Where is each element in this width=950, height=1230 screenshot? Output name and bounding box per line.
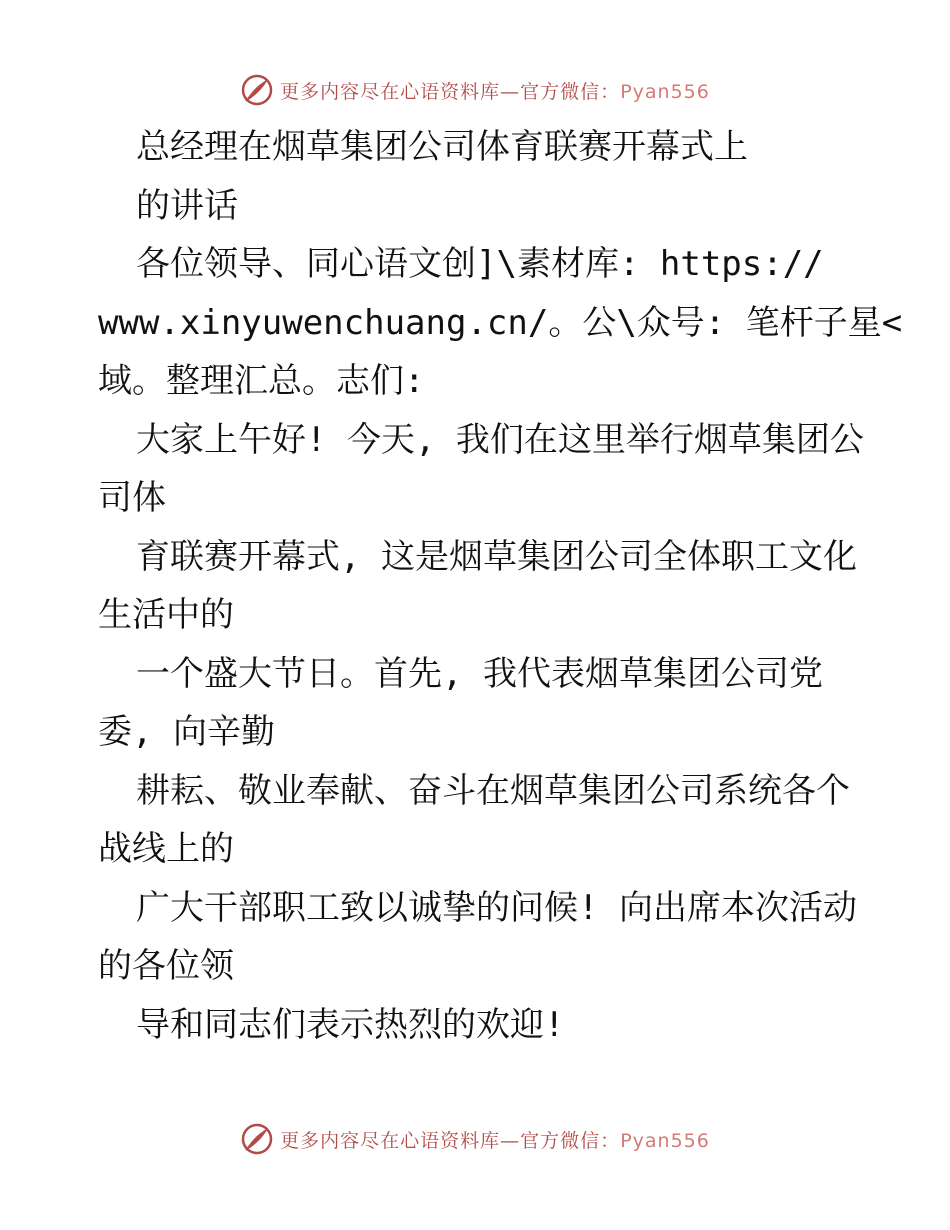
text-line: 大家上午好! 今天, 我们在这里举行烟草集团公 xyxy=(136,419,864,460)
text-line: www.xinyuwenchuang.cn/。公\众号: 笔杆子星< xyxy=(98,302,903,343)
text-line: 广大干部职工致以诚挚的问候! 向出席本次活动 xyxy=(136,887,857,928)
text-line: 的各位领 xyxy=(98,946,234,986)
banner-text xyxy=(280,1126,710,1153)
text-line: 一个盛大节日。首先, 我代表烟草集团公司党 xyxy=(136,653,823,694)
text-line: 生活中的 xyxy=(98,595,234,635)
banner-wechat-id: Pyan556 xyxy=(620,1129,710,1152)
text-line: 司体 xyxy=(98,478,166,518)
header-banner xyxy=(0,70,950,110)
text-line: 耕耘、敬业奉献、奋斗在烟草集团公司系统各个 xyxy=(136,770,850,811)
text-line: 导和同志们表示热烈的欢迎! xyxy=(136,1004,565,1045)
banner-text xyxy=(280,77,710,104)
document-body xyxy=(98,118,903,1054)
text-line: 域。整理汇总。志们: xyxy=(98,361,425,401)
banner-dash: — xyxy=(500,80,521,103)
banner-wechat-label: 官方微信： xyxy=(520,80,621,103)
footer-banner xyxy=(0,1119,950,1159)
banner-wechat-label: 官方微信： xyxy=(520,1129,621,1152)
banner-dash: — xyxy=(500,1129,521,1152)
text-line: 战线上的 xyxy=(98,829,234,869)
text-line: 的讲话 xyxy=(136,185,238,226)
banner-wechat-id: Pyan556 xyxy=(620,80,710,103)
quill-pen-icon xyxy=(240,73,274,107)
text-line: 委, 向辛勤 xyxy=(98,712,275,752)
text-line: 总经理在烟草集团公司体育联赛开幕式上 xyxy=(136,127,748,167)
banner-site-name: 更多内容尽在心语资料库 xyxy=(280,1129,501,1152)
text-line: 育联赛开幕式, 这是烟草集团公司全体职工文化 xyxy=(136,536,857,577)
quill-pen-icon xyxy=(240,1122,274,1156)
banner-site-name: 更多内容尽在心语资料库 xyxy=(280,80,501,103)
text-line: 各位领导、同心语文创]\素材库: https:// xyxy=(136,244,824,284)
